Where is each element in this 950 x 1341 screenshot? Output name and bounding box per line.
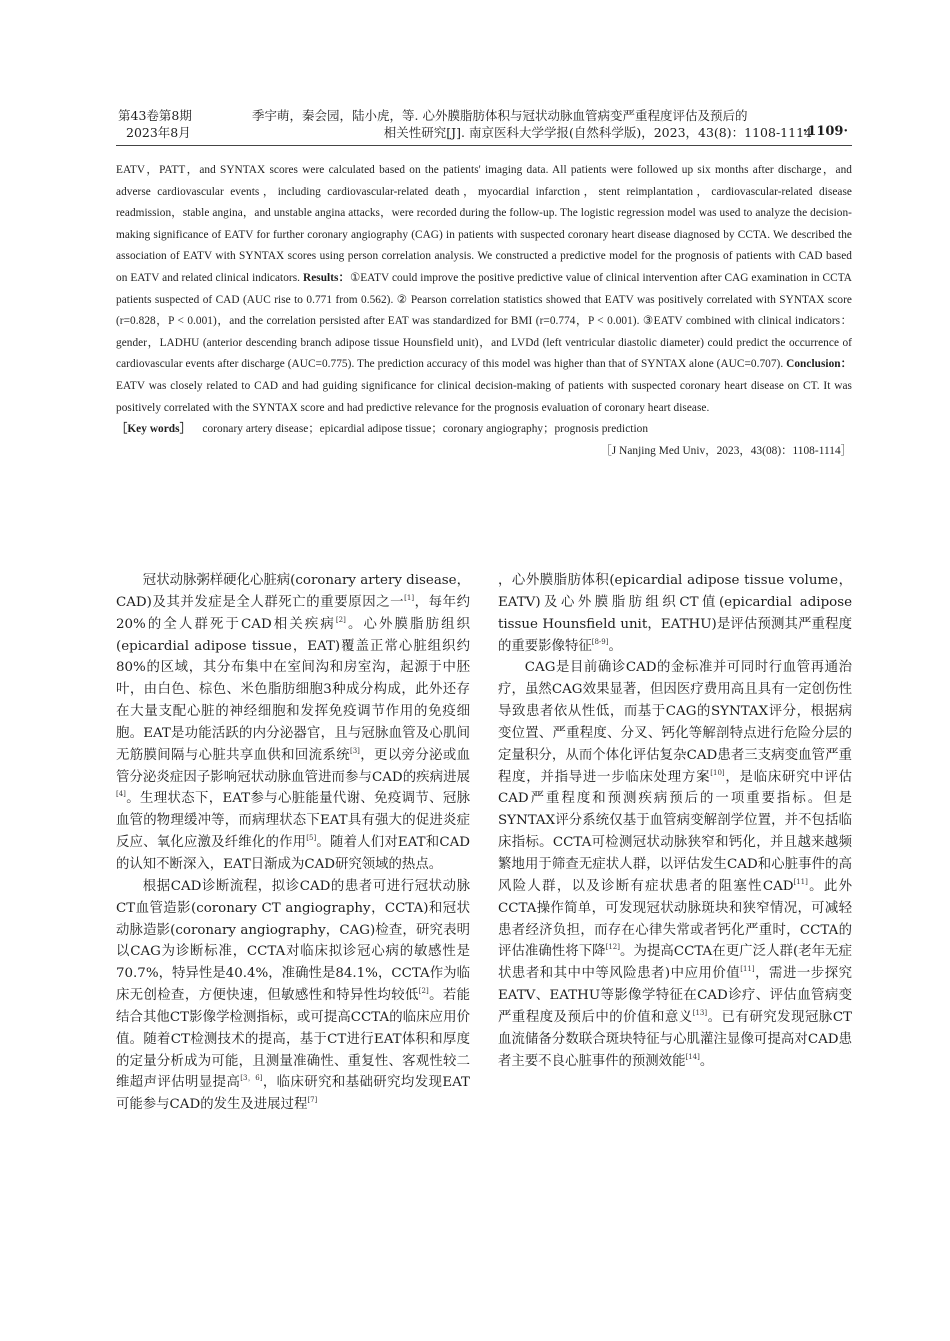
article-citation: ［J Nanjing Med Univ，2023，43(08)：1108-1114］ (600, 444, 852, 457)
citation-ref: [8-9] (591, 637, 609, 646)
body-text-run: 。生理状态下，EAT参与心脏能量代谢、免疫调节、冠脉血管的物理缓冲等，而病理状态下EAT具有强大的促进炎症反应、氧化应激及纤维化的作用 (116, 791, 470, 851)
citation-ref: [11] (793, 877, 808, 886)
body-paragraph-3 (498, 657, 852, 1072)
body-text-run: ，临床研究和基础研究均发现EAT可能参与CAD的发生及进展过程 (116, 1075, 470, 1113)
citation-ref: [7] (307, 1096, 318, 1105)
body-text (116, 570, 852, 1250)
journal-issue (118, 107, 228, 141)
results-text: ①EATV could improve the positive predictive value of clinical intervention after CAG examination in CCTA patients suspected of CAD (AUC rise to 0.771 from 0.562). ② Pearson correlation statistics showed that EATV was positively correlated with SYNTAX score (r=0.828，P < 0.001)，and the correlation persisted after EAT was standardized for BMI (r=0.774，P < 0.001). ③EATV combined with clinical indicators：gender，LADHU (anterior descending branch adipose tissue Hounsfield unit)，and LVDd (left ventricular diastolic diameter) could predict the occurrence of cardiovascular events after discharge (AUC=0.775). The prediction accuracy of this model was higher than that of SYNTAX alone (AUC=0.707). (116, 271, 852, 371)
body-text-run: ，是临床研究中评估CAD严重程度和预测疾病预后的一项重要指标。但是SYNTAX评分系统仅基于血管病变解剖学位置，并不包括临床指标。CCTA可检测冠状动脉狭窄和钙化，并且越来越频繁地用于筛查无症状人群，以评估发生CAD和心脏事件的高风险人群，以及诊断有症状患者的阻塞性CAD (498, 769, 852, 894)
body-text-run: ，更以旁分泌或血管分泌炎症因子影响冠状动脉血管进而参与CAD的疾病进展 (116, 747, 471, 785)
left-column (116, 570, 470, 1116)
header-citation (252, 107, 812, 141)
body-paragraph-2-part2 (498, 570, 852, 657)
body-text-run: ，每年约20%的全人群死于CAD相关疾病 (116, 594, 471, 632)
body-text-run: 。此外CCTA操作简单，可发现冠状动脉斑块和狭窄情况，可减轻患者经济负担，而存在心律失常或者钙化严重时，CCTA的评估准确性将下降 (498, 878, 852, 960)
body-text-run: 。若能结合其他CT影像学检测指标，或可提高CCTA的临床应用价值。随着CT检测技术的提高，基于CT进行EAT体积和厚度的定量分析成为可能，且测量准确性、重复性、客观性较二维超声评估明显提高 (116, 988, 471, 1091)
body-text-run: ，心外膜脂肪体积(epicardial adipose tissue volume，EATV)及心外膜脂肪组织CT值(epicardial adipose tissue Hounsfield unit，EATHU)是评估预测其严重程度的重要影像特征 (498, 573, 852, 654)
header-citation-line1: 季宇萌，秦会园，陆小虎，等. 心外膜脂肪体积与冠状动脉血管病变严重程度评估及预后的 (252, 108, 748, 123)
citation-ref: [2] (418, 987, 429, 996)
citation-ref: [14] (685, 1052, 700, 1061)
citation-ref: [4] (116, 790, 126, 799)
citation-ref: [12] (605, 943, 620, 952)
header-divider (116, 145, 852, 146)
header-citation-line2: 相关性研究[J]. 南京医科大学学报(自然科学版)，2023，43(8)：1108-1114 (383, 125, 812, 140)
citation-ref: [5] (306, 834, 317, 843)
citation-ref: [2] (335, 615, 346, 624)
abstract-methods-text: EATV，PATT，and SYNTAX scores were calculated based on the patients' imaging data. All patients were followed up six months after discharge，and adverse cardiovascular events，including cardiovascular-related death，myocardial infarction，stent reimplantation，cardiovascular-related disease readmission，stable angina，and unstable angina attacks，were recorded during the follow-up. The logistic regression model was used to analyze the decision-making significance of EATV for further coronary angiography (CAG) in patients with suspected coronary heart disease diagnosed by CCTA. We described the association of EATV with SYNTAX scores using person correlation analysis. We constructed a predictive model for the prognosis of patients with CAD based on EATV and related clinical indicators. (116, 164, 852, 284)
results-label: Results： (302, 271, 350, 284)
page-number: ·1109· (802, 124, 848, 139)
body-text-run: 。随着人们对EAT和CAD的认知不断深入，EAT日渐成为CAD研究领域的热点。 (116, 835, 471, 872)
conclusion-text: EATV was closely related to CAD and had guiding significance for clinical decision-making of patients with suspected coronary heart disease on CT. It was positively correlated with the SYNTAX score and had predictive relevance for the prognosis evaluation of coronary heart disease. (116, 379, 852, 414)
volume-issue: 第43卷第8期 (118, 108, 192, 123)
body-text-run: 。 (608, 638, 622, 654)
citation-ref: [3，6] (240, 1074, 263, 1083)
body-text-run: CAG是目前确诊CAD的金标准并可同时行血管再通治疗，虽然CAG效果显著，但因医疗费用高且具有一定创伤性导致患者依从性低，而基于CAG的SYNTAX评分，根据病变位置、严重程度、分叉、钙化等解剖特点进行危险分层的定量积分，从而个体化评估复杂CAD患者三支病变血管严重程度，并指导进一步临床处理方案 (498, 660, 852, 785)
issue-date: 2023年8月 (126, 125, 191, 140)
body-text-run: 冠状动脉粥样硬化心脏病(coronary artery disease，CAD)及其并发症是全人群死亡的重要原因之一 (116, 573, 470, 610)
right-column (498, 570, 852, 1072)
keywords (116, 419, 852, 441)
citation-ref: [1] (404, 593, 415, 602)
body-text-run: 。 (699, 1053, 714, 1069)
abstract-paragraph (116, 160, 852, 419)
body-text-run: 。已有研究发现冠脉CT血流储备分数联合斑块特征与心肌灌注显像可提高对CAD患者主要不良心脏事件的预测效能 (498, 1009, 852, 1069)
body-paragraph-2-part1 (116, 876, 470, 1116)
citation-ref: [11] (740, 965, 755, 974)
keywords-text: coronary artery disease；epicardial adipose tissue；coronary angiography；prognosis prediction (202, 423, 649, 436)
body-text-run: 根据CAD诊断流程，拟诊CAD的患者可进行冠状动脉CT血管造影(coronary CT angiography，CCTA)和冠状动脉造影(coronary angiography，CAG)检查，研究表明以CAG为诊断标准，CCTA对临床拟诊冠心病的敏感性是70.7%，特异性是40.4%，准确性是84.1%，CCTA作为临床无创检查，方便快速，但敏感性和特异性均较低 (116, 878, 470, 1004)
conclusion-label: Conclusion： (786, 358, 852, 371)
citation-ref: [10] (710, 768, 725, 777)
body-text-run: 。为提高CCTA在更广泛人群(老年无症状患者和其中中等风险患者)中应用价值 (498, 944, 852, 982)
citation-ref: [3] (349, 746, 360, 755)
keywords-label: ［Key words］ (116, 423, 191, 436)
body-text-run: ，需进一步探究EATV、EATHU等影像学特征在CAD诊疗、评估血管病变严重程度及预后中的价值和意义 (498, 966, 853, 1025)
citation-ref: [13] (692, 1008, 708, 1017)
body-paragraph-1 (116, 570, 470, 876)
english-abstract (116, 160, 852, 462)
body-text-run: 。心外膜脂肪组织(epicardial adipose tissue，EAT)覆盖正常心脏组织约80%的区域，其分布集中在室间沟和房室沟，起源于中胚叶，由白色、棕色、米色脂肪细胞3种成分构成，此外还存在大量支配心脏的神经细胞和发挥免疫调节作用的免疫细胞。EAT是功能活跃的内分泌器官，且与冠脉血管及心肌间无筋膜间隔与心脏共享血供和回流系统 (116, 616, 471, 763)
